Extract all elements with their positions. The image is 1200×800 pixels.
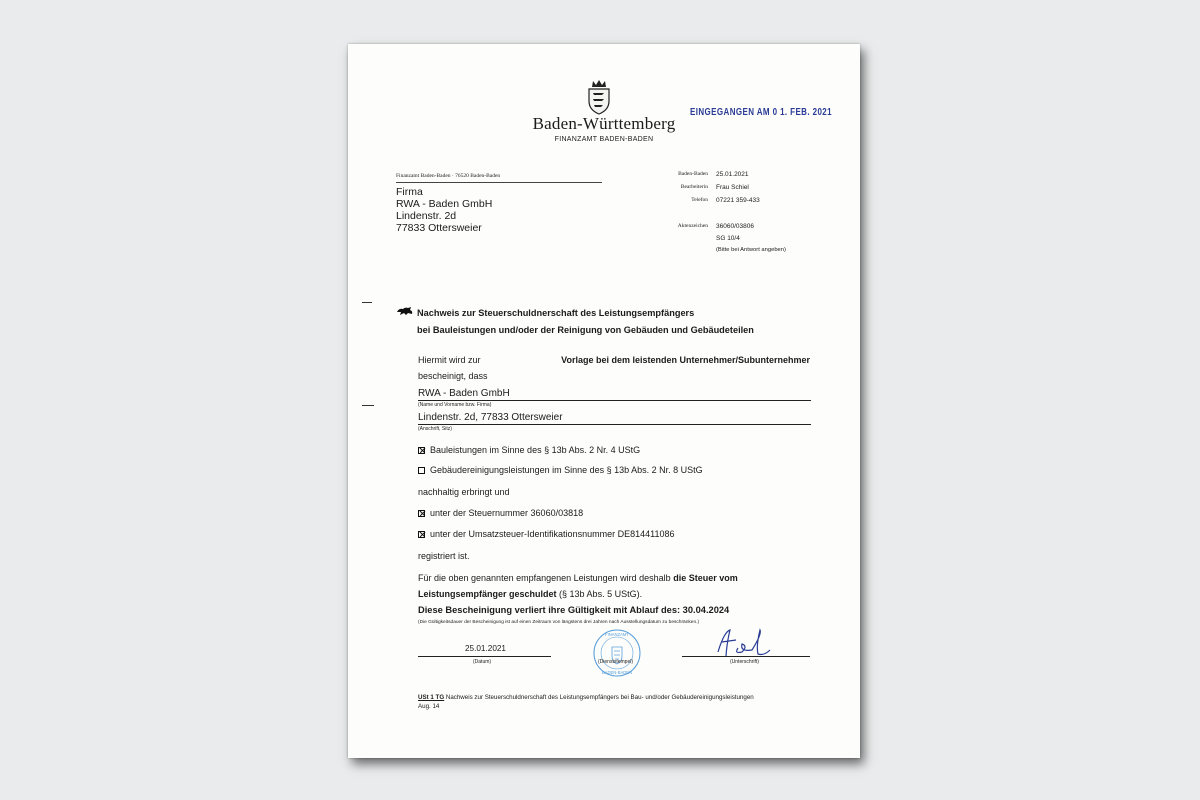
form-code: USt 1 TG [418,694,445,701]
recipient-line-3: Lindenstr. 2d [396,210,457,222]
signature-caption: (Unterschrift) [730,659,759,665]
validity-statement: Diese Bescheinigung verliert ihre Gültigkeit mit Ablauf des: 30.04.2024 [418,605,730,615]
intro-part-1: Hiermit wird zur [418,355,481,365]
meta-file-label: Aktenzeichen [677,223,708,229]
validity-note: (Die Gültigkeitsdauer der Bescheinigung ist auf einen Zeitraum von längstens drei Jahren nach Ausstellungsdatum zu beschränken.) [418,620,700,625]
signature-rule [682,656,810,657]
checkbox-vat-id[interactable] [418,531,425,538]
company-name-rule [418,400,811,401]
option-registered: registriert ist. [418,551,470,561]
meta-clerk-label: Bearbeiterin [680,184,708,190]
company-address: Lindenstr. 2d, 77833 Ottersweier [418,412,563,423]
date-caption: (Datum) [473,659,492,665]
sender-line: Finanzamt Baden-Baden · 76520 Baden-Baden [396,173,501,179]
intro-part-2: Vorlage bei dem leistenden Unternehmer/Subunternehmer [561,355,810,365]
conclusion-part-1: Für die oben genannten empfangenen Leistungen wird deshalb [418,573,674,583]
meta-clerk: Frau Schiel [716,184,749,191]
option-vat-id [418,529,674,539]
recipient-line-1: Firma [396,186,423,198]
conclusion-line-1 [418,573,738,583]
seal-text-top: FINANZAMT [605,632,629,637]
sender-rule [396,182,602,183]
meta-file-note: (Bitte bei Antwort angeben) [716,247,786,253]
checkbox-tax-number[interactable] [418,510,425,517]
meta-date: 25.01.2021 [716,171,749,178]
option-construction [418,445,640,455]
meta-phone: 07221 359-433 [716,197,760,204]
state-crest-icon [584,79,614,115]
official-seal-icon [592,628,642,678]
meta-file-sub: SG 10/4 [716,235,740,242]
option-cleaning [418,465,703,475]
form-footer [418,694,754,701]
meta-place-label: Baden-Baden [678,171,708,177]
title-line-1: Nachweis zur Steuerschuldnerschaft des Leistungsempfängers [417,308,695,318]
recipient-line-4: 77833 Ottersweier [396,222,482,234]
brand-name: Baden-Württemberg [532,114,676,133]
conclusion-part-2: die Steuer vom [673,573,738,583]
meta-phone-label: Telefon [691,197,708,203]
seal-caption: (Dienststempel) [598,659,634,665]
handwritten-signature [712,626,776,660]
option-tax-number [418,508,583,518]
company-address-caption: (Anschrift, Sitz) [418,426,452,432]
received-stamp: EINGEGANGEN AM 0 1. FEB. 2021 [690,107,833,118]
intro-part-3: bescheinigt, dass [418,371,488,381]
meta-file-number: 36060/03806 [716,223,754,230]
intro-line [418,355,810,365]
company-address-rule [418,424,811,425]
punch-mark [362,405,374,406]
checkbox-construction[interactable] [418,447,425,454]
conclusion-part-4: (§ 13b Abs. 5 UStG). [556,589,643,599]
checkbox-cleaning[interactable] [418,467,425,474]
company-name: RWA - Baden GmbH [418,388,510,399]
option-sustained: nachhaltig erbringt und [418,487,510,497]
fold-mark [362,302,372,303]
company-name-caption: (Name und Vorname bzw. Firma) [418,402,492,408]
seal-text-bottom: BADEN-BADEN [601,670,633,675]
title-line-2: bei Bauleistungen und/oder der Reinigung von Gebäuden und Gebäudeteilen [417,325,754,335]
signature-date: 25.01.2021 [465,644,506,653]
form-edition: Aug. 14 [418,703,440,710]
date-rule [418,656,551,657]
document-page [348,44,860,758]
conclusion-line-2 [418,589,642,599]
tax-office-name: FINANZAMT BADEN-BADEN [554,136,654,143]
option-tax-number-label: unter der Steuernummer 36060/03818 [430,508,584,518]
conclusion-part-3: Leistungsempfänger geschuldet [418,589,557,599]
form-footer-text: Nachweis zur Steuerschuldnerschaft des Leistungsempfängers bei Bau- und/oder Gebäudereinigungsleistungen [444,694,754,701]
option-vat-id-label: unter der Umsatzsteuer-Identifikationsnummer DE814411086 [430,529,675,539]
option-construction-label: Bauleistungen im Sinne des § 13b Abs. 2 Nr. 4 UStG [430,445,641,455]
recipient-line-2: RWA - Baden GmbH [396,198,493,210]
option-cleaning-label: Gebäudereinigungsleistungen im Sinne des § 13b Abs. 2 Nr. 8 UStG [430,465,703,475]
lion-icon [396,306,414,316]
